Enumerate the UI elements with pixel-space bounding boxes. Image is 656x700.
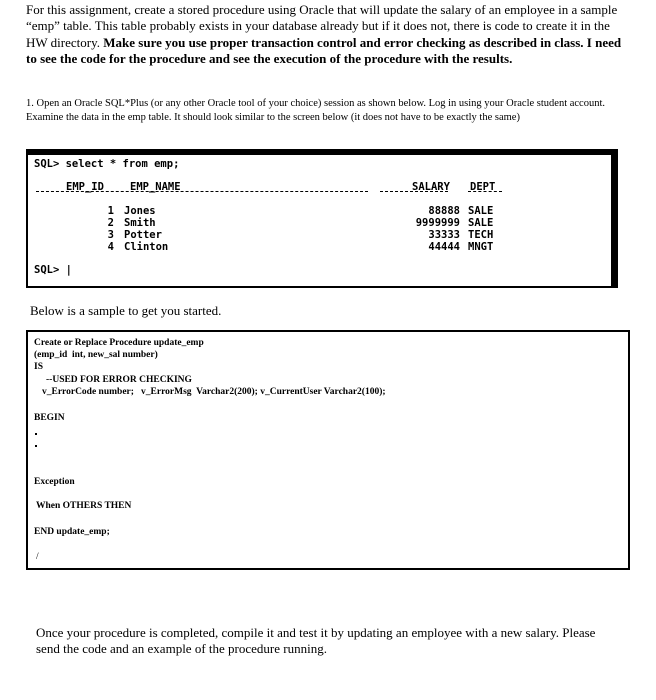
sqlplus-console bbox=[26, 149, 618, 288]
row-salary: 9999999 bbox=[415, 217, 460, 229]
header-divider bbox=[36, 191, 368, 192]
ellipsis-dot bbox=[35, 445, 37, 447]
row-dept: MNGT bbox=[468, 241, 494, 253]
assignment-intro bbox=[26, 2, 630, 68]
row-emp-name: Clinton bbox=[124, 241, 169, 253]
code-line-comment: --USED FOR ERROR CHECKING bbox=[46, 375, 192, 385]
column-header-dept: DEPT bbox=[470, 181, 496, 193]
code-line-declarations: v_ErrorCode number; v_ErrorMsg Varchar2(200); v_CurrentUser Varchar2(100); bbox=[42, 387, 386, 397]
code-line-is: IS bbox=[34, 362, 43, 372]
row-dept: SALE bbox=[468, 217, 494, 229]
row-emp-id: 1 bbox=[107, 205, 114, 217]
row-salary: 33333 bbox=[428, 229, 460, 241]
sample-label: Below is a sample to get you started. bbox=[30, 303, 222, 318]
row-emp-name: Jones bbox=[124, 205, 156, 217]
row-emp-name: Potter bbox=[124, 229, 162, 241]
code-line-create: Create or Replace Procedure update_emp bbox=[34, 338, 204, 348]
intro-text: For this assignment, create a stored procedure using Oracle that will update the salary of an employee in a sample “emp” table. This table probably exists in your database already but if it does not, there is code to create it in the HW directory. bbox=[26, 2, 618, 50]
console-top-bar bbox=[28, 151, 616, 155]
row-salary: 88888 bbox=[428, 205, 460, 217]
intro-bold-text: Make sure you use proper transaction control and error checking as described in class. I need to see the code for the procedure and see the execution of the procedure with the results. bbox=[26, 34, 622, 67]
row-dept: TECH bbox=[468, 229, 494, 241]
column-header-emp-name: EMP_NAME bbox=[130, 181, 181, 193]
code-line-exception: Exception bbox=[34, 477, 75, 487]
code-line-when-others: When OTHERS THEN bbox=[36, 501, 132, 511]
code-line-params: (emp_id int, new_sal number) bbox=[34, 350, 158, 360]
console-scrollbar[interactable] bbox=[611, 151, 616, 282]
procedure-code-box bbox=[26, 330, 630, 570]
code-line-end: END update_emp; bbox=[34, 527, 110, 537]
ellipsis-dot bbox=[35, 433, 37, 435]
row-emp-id: 4 bbox=[107, 241, 114, 253]
row-salary: 44444 bbox=[428, 241, 460, 253]
code-line-slash: / bbox=[36, 552, 39, 562]
header-divider bbox=[380, 191, 448, 192]
console-scroll-thumb[interactable] bbox=[611, 273, 616, 286]
row-emp-id: 2 bbox=[107, 217, 114, 229]
row-emp-id: 3 bbox=[107, 229, 114, 241]
step-one-instructions: 1. Open an Oracle SQL*Plus (or any other Oracle tool of your choice) session as shown below. Log in using your Oracle student account. Examine the data in the emp table. It should look similar to the screen below (it does not have to be exactly the same) bbox=[26, 98, 606, 123]
closing-instructions: Once your procedure is completed, compile it and test it by updating an employee with a new salary. Please send the code and an example of the procedure running. bbox=[36, 625, 596, 657]
column-header-emp-id: EMP_ID bbox=[66, 181, 104, 193]
column-header-salary: SALARY bbox=[412, 181, 450, 193]
code-line-begin: BEGIN bbox=[34, 413, 65, 423]
header-divider bbox=[468, 191, 502, 192]
sql-command: SQL> select * from emp; bbox=[34, 158, 180, 170]
sql-prompt[interactable]: SQL> | bbox=[34, 264, 72, 276]
row-dept: SALE bbox=[468, 205, 494, 217]
row-emp-name: Smith bbox=[124, 217, 156, 229]
